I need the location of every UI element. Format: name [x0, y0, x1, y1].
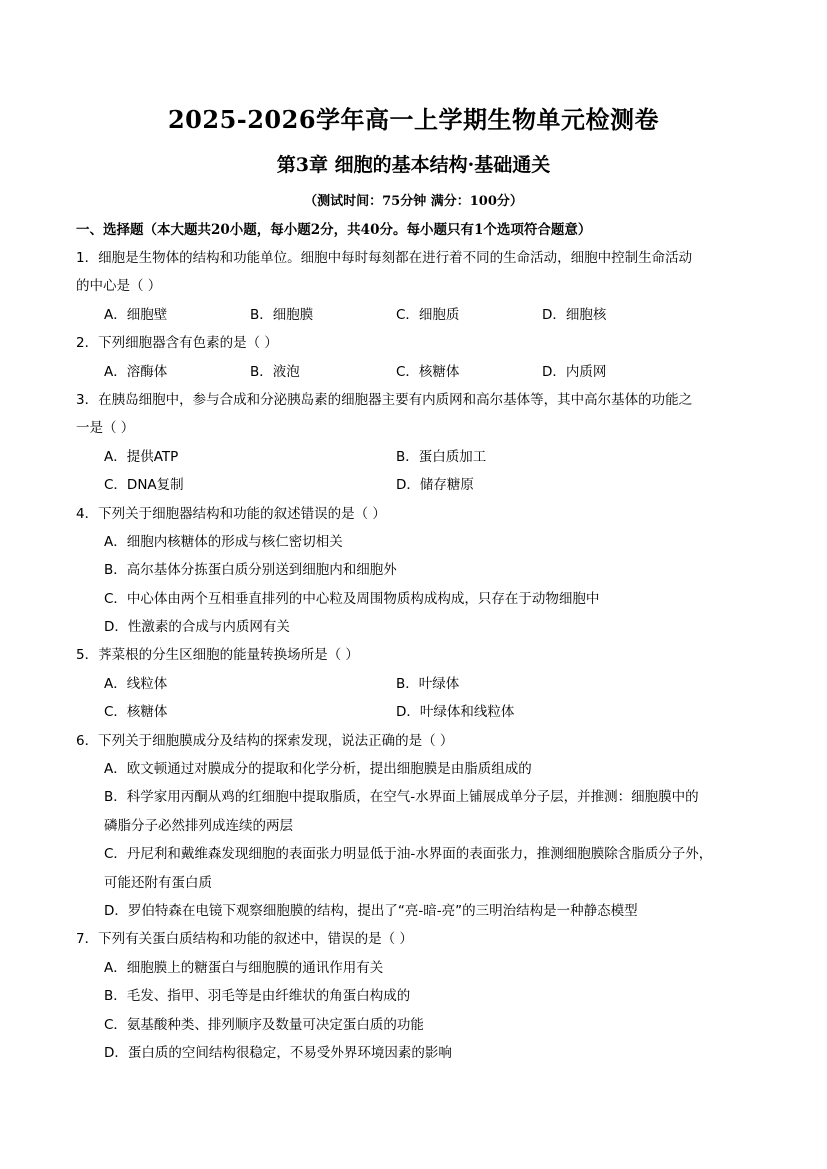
question-3-stem: 3．在胰岛细胞中，参与合成和分泌胰岛素的细胞器主要有内质网和高尔基体等，其中高尔基体的功能之	[76, 391, 693, 408]
option-c[interactable]: C．细胞质	[396, 306, 460, 323]
option-c-cont: 可能还附有蛋白质	[104, 874, 212, 891]
question-list	[76, 248, 766, 1071]
question-3-options-row2	[76, 475, 766, 503]
option-b[interactable]: B．液泡	[250, 363, 300, 380]
option-b[interactable]: B．细胞膜	[250, 306, 314, 323]
question-1-options	[76, 305, 766, 333]
option-b[interactable]: B．毛发、指甲、羽毛等是由纤维状的角蛋白构成的	[104, 988, 411, 1005]
question-7-stem: 7．下列有关蛋白质结构和功能的叙述中，错误的是（ ）	[76, 931, 413, 948]
option-b[interactable]: B．叶绿体	[396, 675, 460, 692]
option-b[interactable]: B．高尔基体分拣蛋白质分别送到细胞内和细胞外	[104, 562, 397, 579]
question-5-stem: 5．荠菜根的分生区细胞的能量转换场所是（ ）	[76, 647, 359, 664]
option-d[interactable]: D．蛋白质的空间结构很稳定，不易受外界环境因素的影响	[104, 1044, 452, 1061]
question-2-options	[76, 362, 766, 390]
question-5-options-row1	[76, 674, 766, 702]
option-d[interactable]: D．罗伯特森在电镜下观察细胞膜的结构，提出了“亮-暗-亮”的三明治结构是一种静态模型	[104, 902, 638, 919]
exam-meta: （测试时间：75分钟 满分：100分）	[304, 194, 523, 209]
option-c[interactable]: C．丹尼利和戴维森发现细胞的表面张力明显低于油-水界面的表面张力，推测细胞膜除含脂质分子外，	[104, 846, 713, 863]
option-c[interactable]: C．中心体由两个互相垂直排列的中心粒及周围物质构成构成，只存在于动物细胞中	[104, 590, 600, 607]
option-c[interactable]: C．DNA复制	[104, 477, 184, 494]
option-d[interactable]: D．内质网	[542, 363, 607, 380]
option-a[interactable]: A．细胞内核糖体的形成与核仁密切相关	[104, 533, 343, 550]
section-heading: 一、选择题（本大题共20小题，每小题2分，共40分。每小题只有1个选项符合题意）	[76, 222, 592, 238]
option-d[interactable]: D．储存糖原	[396, 477, 474, 494]
option-b[interactable]: B．科学家用丙酮从鸡的红细胞中提取脂质，在空气-水界面上铺展成单分子层，并推测：细胞膜中的	[104, 789, 699, 806]
option-a[interactable]: A．细胞壁	[104, 306, 168, 323]
question-1-stem-cont: 的中心是（ ）	[76, 278, 162, 295]
option-a[interactable]: A．提供ATP	[104, 448, 179, 465]
question-3-options-row1	[76, 447, 766, 475]
option-b[interactable]: B．蛋白质加工	[396, 448, 487, 465]
chapter-subtitle: 第3章 细胞的基本结构·基础通关	[276, 154, 551, 176]
question-1-stem: 1．细胞是生物体的结构和功能单位。细胞中每时每刻都在进行着不同的生命活动，细胞中控制生命活动	[76, 250, 693, 266]
option-d[interactable]: D．叶绿体和线粒体	[396, 704, 515, 721]
option-d[interactable]: D．细胞核	[542, 306, 607, 323]
question-4-stem: 4．下列关于细胞器结构和功能的叙述错误的是（ ）	[76, 505, 386, 522]
question-6-stem: 6．下列关于细胞膜成分及结构的探索发现，说法正确的是（ ）	[76, 732, 454, 749]
question-3-stem-cont: 一是（ ）	[76, 420, 135, 437]
option-a[interactable]: A．细胞膜上的糖蛋白与细胞膜的通讯作用有关	[104, 959, 384, 976]
option-c[interactable]: C．核糖体	[104, 704, 168, 721]
option-c[interactable]: C．核糖体	[396, 363, 460, 380]
option-a[interactable]: A．溶酶体	[104, 363, 168, 380]
option-c[interactable]: C．氨基酸种类、排列顺序及数量可决定蛋白质的功能	[104, 1016, 424, 1033]
exam-title: 2025-2026学年高一上学期生物单元检测卷	[167, 105, 660, 134]
question-5-options-row2	[76, 702, 766, 730]
option-b-cont: 磷脂分子必然排列成连续的两层	[104, 817, 293, 834]
option-a[interactable]: A．欧文顿通过对膜成分的提取和化学分析，提出细胞膜是由脂质组成的	[104, 761, 532, 778]
option-a[interactable]: A．线粒体	[104, 675, 168, 692]
option-d[interactable]: D．性激素的合成与内质网有关	[104, 619, 290, 636]
question-2-stem: 2．下列细胞器含有色素的是（ ）	[76, 335, 278, 352]
